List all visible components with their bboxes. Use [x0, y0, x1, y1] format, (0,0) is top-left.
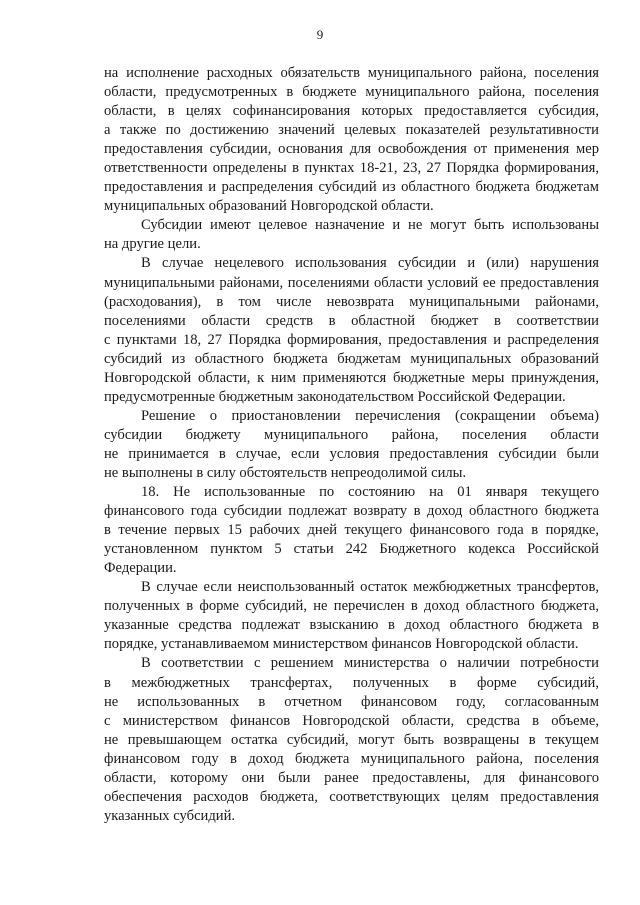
paragraph: [104, 254, 599, 406]
text-line: муниципальных образований Новгородской области.: [104, 198, 434, 215]
text-line: (расходования), в том числе невозврата муниципальными районами,: [104, 293, 599, 310]
text-line: предоставления и распределения субсидий из областного бюджета бюджетам: [104, 179, 599, 196]
paragraph: [104, 216, 599, 254]
text-line: области, в целях софинансирования которых предоставляется субсидия,: [104, 103, 599, 120]
text-line: области, которому они были ранее предоставлены, для финансового: [104, 769, 599, 786]
text-line: с министерством финансов Новгородской области, средства в объеме,: [104, 712, 599, 729]
text-line: на другие цели.: [104, 236, 201, 253]
paragraph: [104, 654, 599, 825]
text-line: в межбюджетных трансфертах, полученных в форме субсидий,: [104, 674, 599, 691]
text-line: порядке, устанавливаемом министерством финансов Новгородской области.: [104, 636, 579, 653]
text-line: предусмотренные бюджетным законодательством Российской Федерации.: [104, 388, 566, 405]
text-line: на исполнение расходных обязательств муниципального района, поселения: [104, 65, 599, 81]
paragraph: [104, 483, 599, 578]
text-line: не превышающем остатка субсидий, могут быть возвращены в текущем: [104, 731, 599, 748]
text-line: Решение о приостановлении перечисления (сокращении объема): [141, 407, 599, 424]
text-line: в течение первых 15 рабочих дней текущего финансового года в порядке,: [104, 522, 599, 539]
text-line: а также по достижению значений целевых показателей результативности: [104, 122, 599, 139]
text-line: полученных в форме субсидий, не перечислен в доход областного бюджета,: [104, 598, 599, 615]
text-line: Субсидии имеют целевое назначение и не могут быть использованы: [141, 217, 599, 234]
text-line: предоставления субсидии, основания для освобождения от применения мер: [104, 141, 599, 158]
text-line: не принимается в случае, если условия предоставления субсидии были: [104, 445, 599, 462]
page-number: 9: [316, 27, 324, 42]
paragraph: [104, 578, 599, 654]
text-line: с пунктами 18, 27 Порядка формирования, предоставления и распределения: [104, 331, 599, 348]
text-line: муниципальными районами, поселениями области условий ее предоставления: [104, 274, 599, 291]
text-line: Федерации.: [104, 560, 177, 577]
text-line: финансового года субсидии подлежат возврату в доход областного бюджета: [104, 503, 599, 520]
text-line: В соответствии с решением министерства о наличии потребности: [141, 655, 599, 672]
text-line: субсидий из областного бюджета бюджетам муниципальных образований: [104, 350, 599, 367]
paragraph: [104, 64, 599, 216]
text-line: 18. Не использованные по состоянию на 01 января текущего: [141, 484, 599, 501]
text-line: указанные средства подлежат взысканию в доход областного бюджета в: [104, 617, 599, 634]
text-line: области, предусмотренных в бюджете муниципального района, поселения: [104, 84, 599, 101]
text-line: не использованных в отчетном финансовом году, согласованным: [104, 693, 599, 710]
text-line: Новгородской области, к ним применяются бюджетные меры принуждения,: [104, 369, 599, 386]
text-line: субсидии бюджету муниципального района, поселения области: [104, 426, 599, 443]
text-line: финансовом году в доход бюджета муниципального района, поселения: [104, 750, 599, 767]
text-line: установленном пунктом 5 статьи 242 Бюджетного кодекса Российской: [104, 541, 599, 558]
paragraph: [104, 407, 599, 483]
text-line: обеспечения расходов бюджета, соответствующих целям предоставления: [104, 788, 599, 805]
text-line: В случае если неиспользованный остаток межбюджетных трансфертов,: [141, 579, 599, 596]
text-line: ответственности определены в пунктах 18-21, 23, 27 Порядка формирования,: [104, 160, 599, 177]
document-body: [104, 64, 599, 826]
text-line: поселениями области средств в областной бюджет в соответствии: [104, 312, 599, 329]
text-line: В случае нецелевого использования субсидии и (или) нарушения: [141, 255, 599, 272]
text-line: не выполнены в силу обстоятельств непреодолимой силы.: [104, 464, 467, 481]
text-line: указанных субсидий.: [104, 807, 236, 824]
